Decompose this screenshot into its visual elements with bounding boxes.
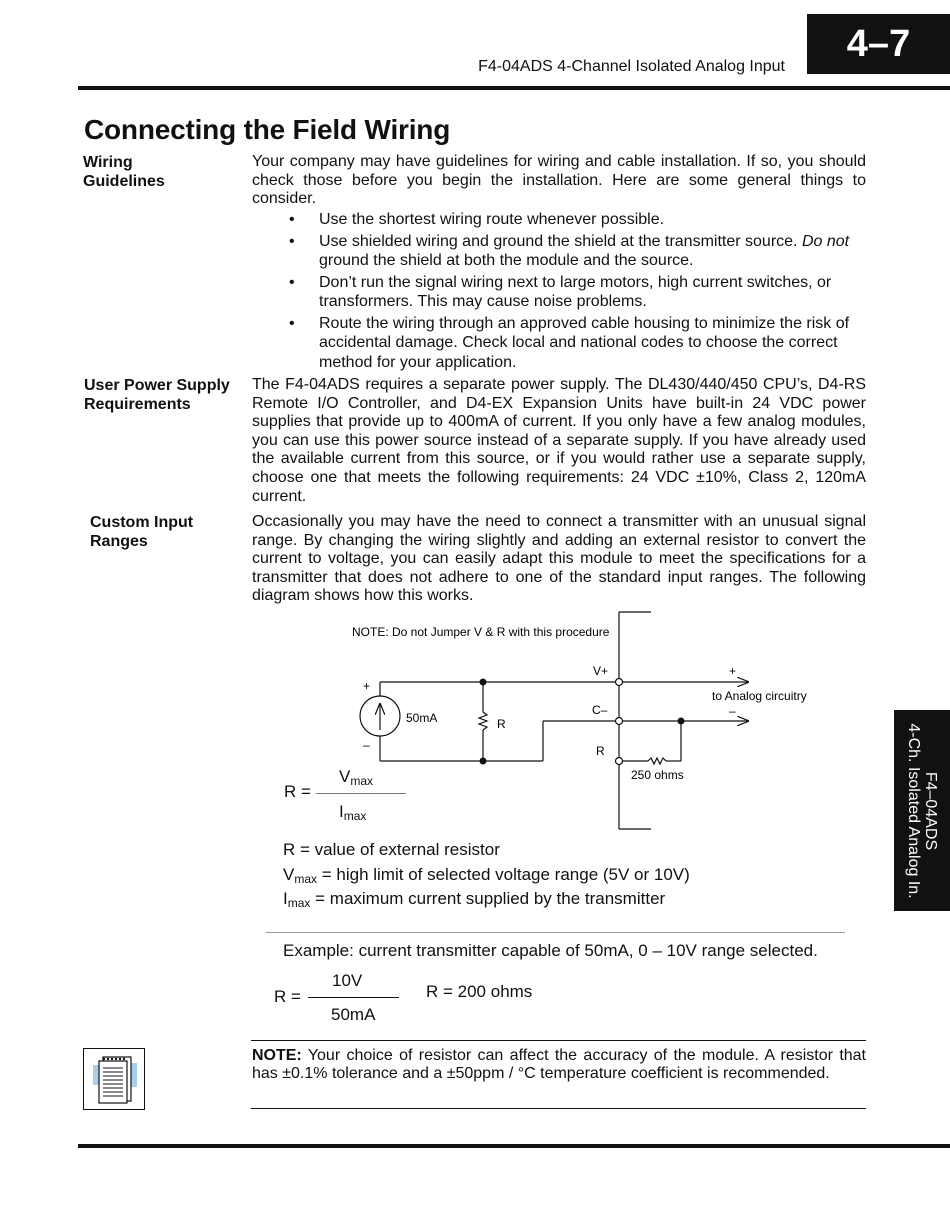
bullet-text: Route the wiring through an approved cable housing to minimize the risk of accidental damage. Check local and national codes to choose the correct method for your application. [319, 314, 850, 371]
definition-subscript: max [287, 896, 311, 910]
definition-subscript: max [294, 872, 318, 886]
running-title: F4-04ADS 4-Channel Isolated Analog Input [478, 58, 785, 75]
example-lhs: R = [274, 987, 301, 1006]
source-label: 50mA [406, 711, 438, 725]
formula-numerator-main: V [339, 767, 351, 786]
note-text: Your choice of resistor can affect the accuracy of the module. A resistor that has ±0.1% tolerance and a ±50ppm / °C temperature coefficient is recommended. [252, 1047, 866, 1082]
source-plus-label: + [363, 679, 371, 693]
terminal-vplus-label: V+ [593, 664, 609, 678]
definition-symbol: V [283, 865, 295, 884]
heading-line: Requirements [84, 396, 191, 413]
junction-dot [480, 758, 487, 765]
example-fraction-bar [308, 997, 399, 998]
definition-symbol: I [283, 889, 288, 908]
formula-numerator [339, 767, 373, 788]
definition-text: = high limit of selected voltage range (5V or 10V) [317, 865, 690, 884]
example-divider [266, 932, 845, 933]
definition-text: = maximum current supplied by the transmitter [310, 889, 666, 908]
definition-vmax [283, 865, 690, 886]
note-paragraph [252, 1047, 866, 1082]
junction-dot [480, 679, 487, 686]
example-denominator: 50mA [331, 1005, 376, 1024]
internal-resistor-label: 250 ohms [631, 768, 684, 782]
formula-denominator [339, 802, 366, 823]
formula-lhs: R = [284, 782, 311, 801]
definition-r [283, 840, 500, 860]
footer-rule [78, 1144, 950, 1148]
resistor-r-icon [479, 712, 487, 730]
formula-numerator-sub: max [350, 774, 374, 788]
definition-text: = value of external resistor [295, 840, 500, 859]
terminal-r-label: R [596, 744, 605, 758]
example-result: R = 200 ohms [426, 982, 533, 1001]
chapter-side-tab-text [905, 716, 939, 906]
note-top-rule [251, 1040, 866, 1041]
example-text: Example: current transmitter capable of 50mA, 0 – 10V range selected. [283, 941, 818, 960]
bullet-emphasis: Do not [801, 232, 850, 250]
bullet-text: ground the shield at both the module and the source. [319, 252, 694, 269]
terminal-vplus [616, 679, 623, 686]
wiring-intro: Your company may have guidelines for wiring and cable installation. If so, you should check those before you begin the installation. Here are some general things to consider. [252, 153, 866, 208]
internal-resistor-icon [648, 758, 666, 764]
bullet-icon: • [289, 273, 295, 291]
chapter-side-tab [894, 710, 950, 911]
bullet-icon: • [289, 232, 295, 250]
bullet-icon: • [289, 314, 295, 332]
heading-line: Guidelines [83, 173, 165, 190]
diagram-note: NOTE: Do not Jumper V & R with this procedure [352, 625, 610, 639]
formula-denominator-sub: max [343, 809, 367, 823]
bullet-icon: • [289, 211, 295, 228]
definition-symbol: R [283, 840, 296, 859]
heading-line: User Power Supply [84, 377, 230, 394]
power-supply-text: The F4-04ADS requires a separate power supply. The DL430/440/450 CPU’s, D4-RS Remote I/O Controller, and D4-EX Expansion Units have built-in 24 VDC power supplies that provide up to 400mA of current. If you only have a few analog modules, you can use this power source instead of a separate supply. If you have already used the available current from this source, or if you would rather use a separate supply, choose one that meets the following requirements: 24 VDC ±10%, Class 2, 120mA current. [252, 376, 866, 505]
formula-fraction-bar [316, 793, 406, 794]
note-label: NOTE: [252, 1047, 302, 1064]
notepad-icon [83, 1048, 145, 1110]
terminal-cminus [616, 718, 623, 725]
source-minus-label: – [363, 738, 370, 752]
heading-line: Wiring [83, 154, 133, 171]
junction-dot [678, 718, 685, 725]
note-bottom-rule [251, 1108, 866, 1109]
output-label: to Analog circuitry [712, 689, 807, 703]
side-tab-line: 4-Ch. Isolated Analog In. [905, 722, 922, 899]
resistor-label: R [497, 717, 506, 731]
definition-imax [283, 889, 665, 910]
side-tab-line: F4–04ADS [922, 771, 939, 850]
output-minus-label: – [729, 704, 736, 718]
bullet-text: Don’t run the signal wiring next to large motors, high current switches, or transformers. This may cause noise problems. [319, 273, 832, 310]
heading-line: Ranges [90, 533, 148, 550]
heading-line: Custom Input [90, 514, 194, 531]
custom-input-text: Occasionally you may have the need to connect a transmitter with an unusual signal range. By changing the wiring slightly and adding an external resistor to convert the current to voltage, you can easily adapt this module to meet the specifications for a transmitter that does not adhere to one of the standard input ranges. The following diagram shows how this works. [252, 513, 866, 605]
terminal-cminus-label: C– [592, 703, 608, 717]
formula-denominator-main: I [339, 802, 344, 821]
page-number: 4–7 [846, 22, 911, 65]
bullet-text: Use the shortest wiring route whenever possible. [319, 211, 665, 228]
page-title: Connecting the Field Wiring [84, 114, 451, 145]
output-plus-label: + [729, 664, 737, 678]
bullet-text: Use shielded wiring and ground the shield at the transmitter source. [319, 232, 802, 250]
example-numerator: 10V [332, 971, 363, 990]
terminal-r [616, 758, 623, 765]
